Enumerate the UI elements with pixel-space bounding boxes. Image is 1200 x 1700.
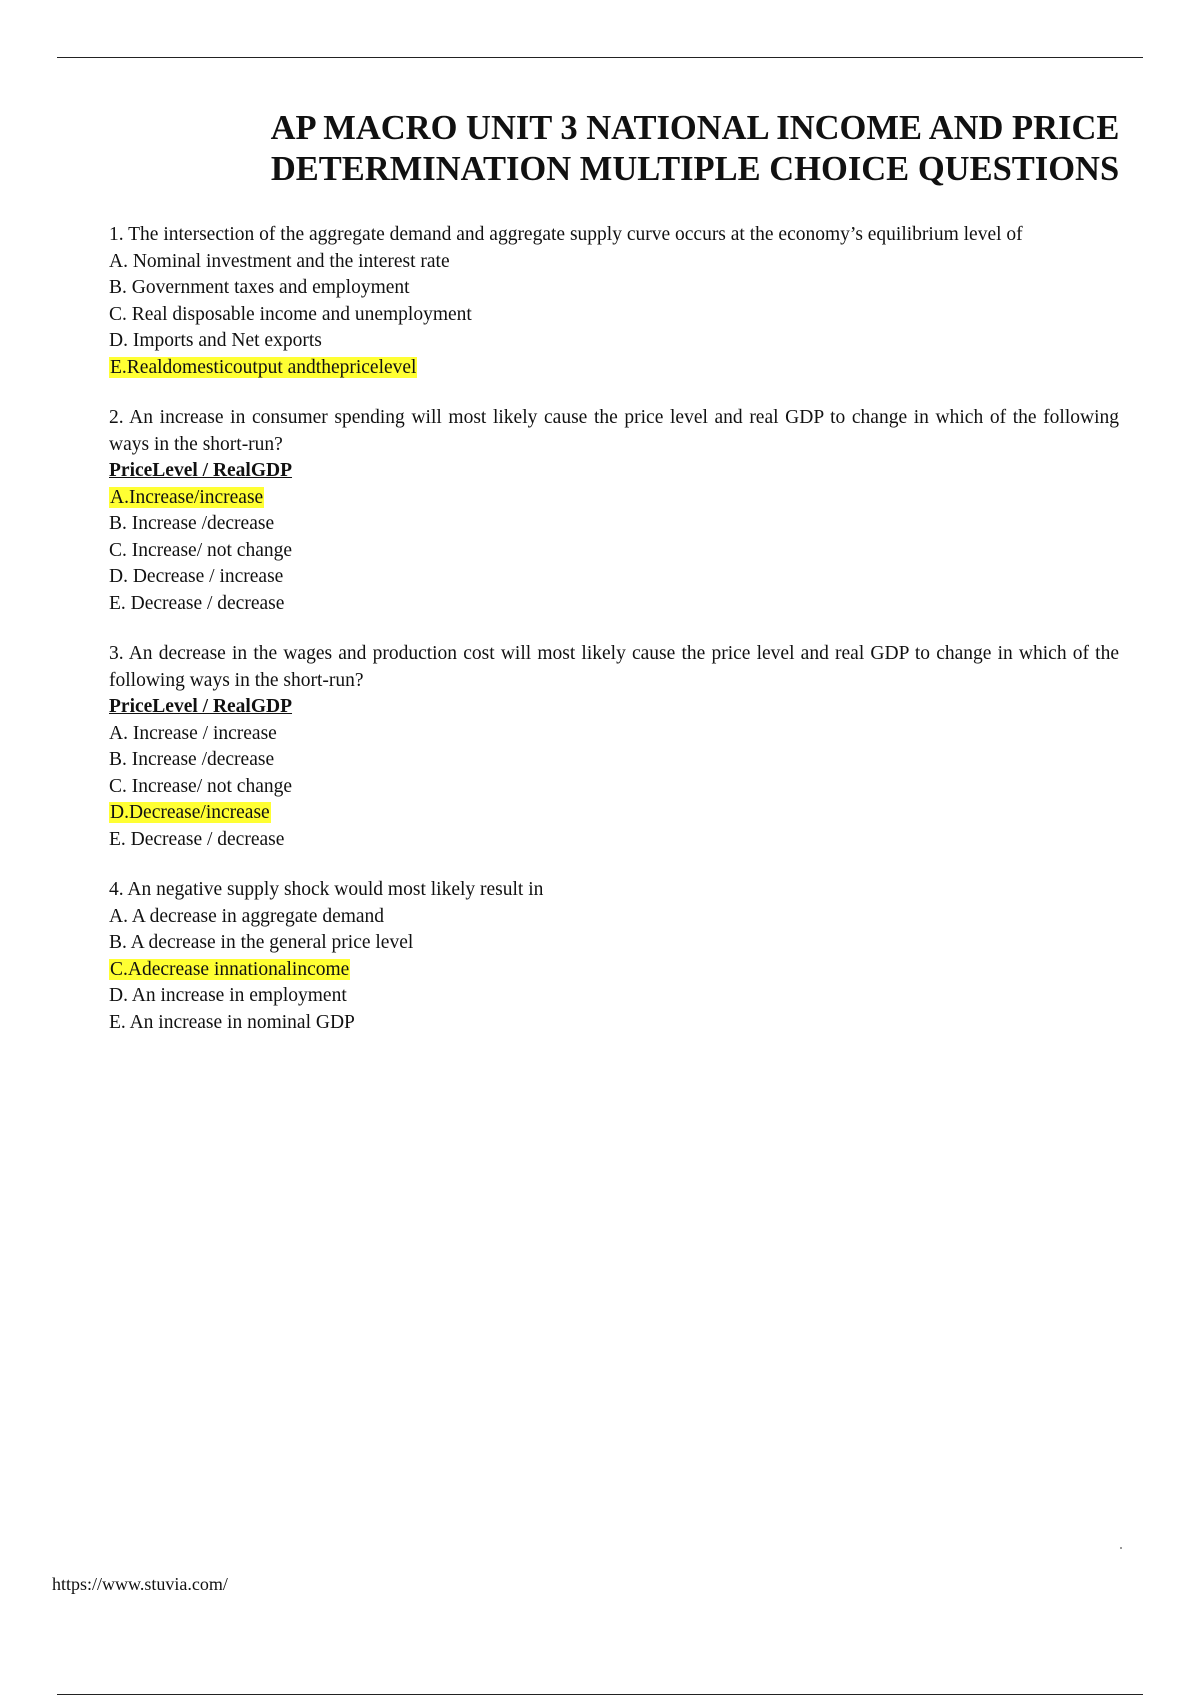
question-text: 1. The intersection of the aggregate demand and aggregate supply curve occurs at the economy’s equilibrium level of	[109, 224, 1023, 245]
option-text: D. Imports and Net exports	[109, 330, 322, 351]
option-text: C. Real disposable income and unemployment	[109, 303, 472, 325]
answer-option	[109, 774, 1119, 801]
question-2	[109, 405, 1119, 617]
option-text: D. An increase in employment	[109, 985, 347, 1006]
answer-option-correct	[109, 800, 1119, 827]
highlighted-answer: E.Realdomesticoutput andthepricelevel	[110, 356, 417, 378]
answer-option	[109, 328, 1119, 355]
question-1	[109, 222, 1119, 381]
highlighted-answer: C.Adecrease innationalincome	[110, 958, 350, 980]
answer-option	[109, 249, 1119, 276]
answer-option	[109, 930, 1119, 957]
answer-option	[109, 1010, 1119, 1037]
answer-options	[109, 485, 1119, 618]
bottom-rule	[57, 1694, 1143, 1695]
option-text: B. Government taxes and employment	[109, 277, 410, 298]
footer-url[interactable]: https://www.stuvia.com/	[52, 1574, 228, 1594]
highlighted-answer: D.Decrease/increase	[110, 802, 270, 823]
scan-speck	[1120, 1547, 1122, 1549]
option-text: C. Increase/ not change	[109, 539, 293, 561]
highlighted-answer: A.Increase/increase	[110, 486, 264, 508]
answer-option	[109, 721, 1119, 748]
answer-option	[109, 747, 1119, 774]
top-rule	[57, 57, 1143, 58]
question-4	[109, 877, 1119, 1036]
document-title	[230, 108, 1160, 190]
question-text: 4. An negative supply shock would most likely result in	[109, 879, 544, 900]
option-text: A. A decrease in aggregate demand	[109, 905, 385, 927]
answer-option	[109, 275, 1119, 302]
option-text: B. A decrease in the general price level	[109, 932, 414, 953]
answer-option	[109, 827, 1119, 854]
option-text: E. An increase in nominal GDP	[109, 1011, 355, 1033]
answer-option	[109, 511, 1119, 538]
answer-option	[109, 538, 1119, 565]
option-text: E. Decrease / decrease	[109, 592, 285, 614]
column-header: PriceLevel / RealGDP	[109, 460, 293, 481]
answer-option-correct	[109, 957, 1119, 984]
answer-option	[109, 564, 1119, 591]
option-text: A. Increase / increase	[109, 722, 277, 744]
column-header: PriceLevel / RealGDP	[109, 696, 293, 717]
answer-option	[109, 904, 1119, 931]
option-text: E. Decrease / decrease	[109, 828, 285, 850]
answer-option	[109, 983, 1119, 1010]
option-text: C. Increase/ not change	[109, 775, 293, 797]
option-text: B. Increase /decrease	[109, 513, 275, 534]
question-3	[109, 641, 1119, 853]
option-text: D. Decrease / increase	[109, 566, 284, 587]
answer-option-correct	[109, 355, 1119, 382]
answer-option-correct	[109, 485, 1119, 512]
title-line-2: DETERMINATION MULTIPLE CHOICE QUESTIONS	[270, 150, 1120, 188]
answer-option	[109, 302, 1119, 329]
option-text: B. Increase /decrease	[109, 749, 275, 770]
question-text: 3. An decrease in the wages and production cost will most likely cause the price level and real GDP to change in which of the following ways in the short-run?	[109, 643, 1119, 691]
option-text: A. Nominal investment and the interest rate	[109, 250, 450, 272]
answer-option	[109, 591, 1119, 618]
title-line-1: AP MACRO UNIT 3 NATIONAL INCOME AND PRICE	[270, 109, 1120, 147]
question-list	[109, 222, 1119, 1060]
answer-options	[109, 721, 1119, 854]
question-text: 2. An increase in consumer spending will most likely cause the price level and real GDP to change in which of the following ways in the short-run?	[109, 407, 1119, 455]
answer-options	[109, 904, 1119, 1037]
answer-options	[109, 249, 1119, 382]
